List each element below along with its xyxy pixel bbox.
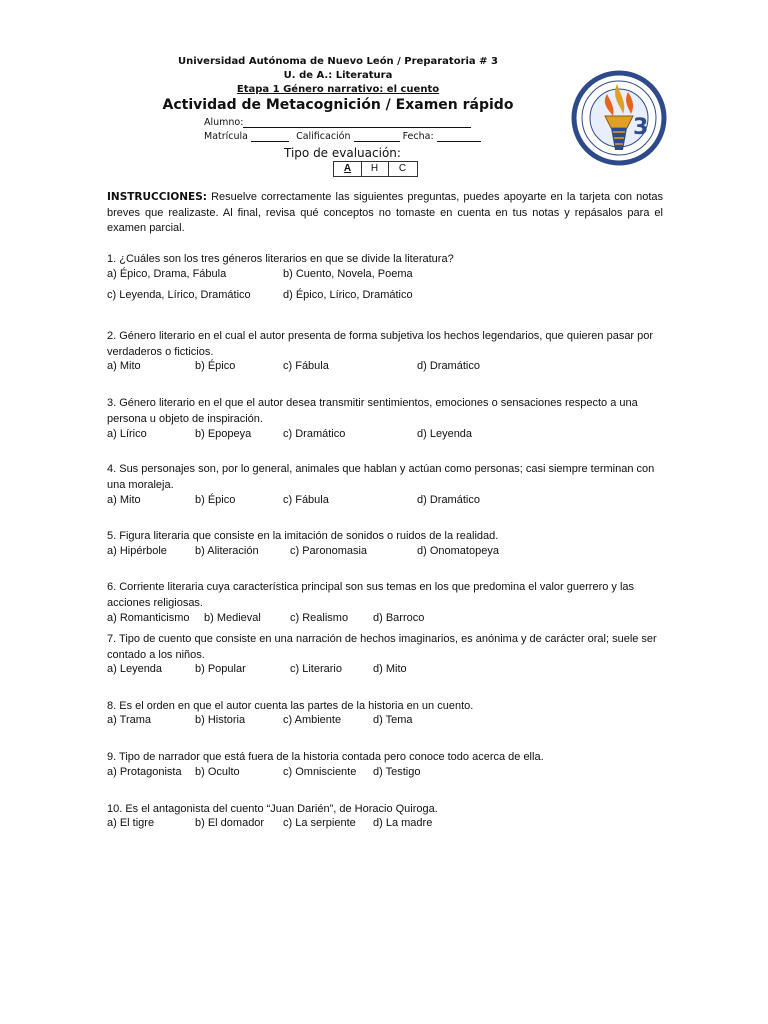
question-3-option-b: b) Epopeya [195, 428, 252, 440]
question-1-text: 1. ¿Cuáles son los tres géneros literarios en que se divide la literatura? [107, 253, 454, 265]
question-8-text: 8. Es el orden en que el autor cuenta las partes de la historia en un cuento. [107, 700, 474, 712]
matricula-line [251, 132, 289, 142]
tipo-option-c: C [388, 161, 418, 177]
question-4-text: 4. Sus personajes son, por lo general, animales que hablan y actúan como personas; casi siempre terminan con una moraleja. [107, 463, 655, 491]
calificacion-line [354, 132, 400, 142]
stage-title [150, 84, 526, 95]
question-6-option-a: a) Romanticismo [107, 612, 190, 624]
question-1-option-b: b) Cuento, Novela, Poema [283, 268, 413, 280]
question-9-text: 9. Tipo de narrador que está fuera de la historia contada pero conoce todo acerca de ella. [107, 751, 544, 763]
question-9-option-b: b) Oculto [195, 766, 240, 778]
university-title: Universidad Autónoma de Nuevo León / Preparatoria # 3 [178, 56, 498, 67]
tipo-option-a: A [333, 161, 362, 177]
question-5-option-d: d) Onomatopeya [417, 545, 499, 557]
question-7-option-a: a) Leyenda [107, 663, 163, 675]
question-5-text: 5. Figura literaria que consiste en la imitación de sonidos o ruidos de la realidad. [107, 530, 499, 542]
instructions-label: INSTRUCCIONES: [107, 191, 207, 203]
question-8-option-b: b) Historia [195, 714, 246, 726]
matricula-label: Matrícula [204, 131, 248, 142]
question-6-text: 6. Corriente literaria cuya característica principal son sus temas en los que predomina el valor guerrero y las acciones religiosas. [107, 581, 635, 609]
question-10-option-c: c) La serpiente [283, 817, 356, 829]
question-2-option-c: c) Fábula [283, 360, 329, 372]
instructions [107, 190, 663, 237]
meta-fields [204, 131, 481, 142]
question-8-option-a: a) Trama [107, 714, 152, 726]
question-8-option-c: c) Ambiente [283, 714, 342, 726]
question-3-option-a: a) Lírico [107, 428, 147, 440]
stage-text: Etapa 1 Género narrativo: el cuento [236, 84, 440, 95]
question-5-option-b: b) Aliteración [195, 545, 259, 557]
question-4-option-c: c) Fábula [283, 494, 329, 506]
question-10-text: 10. Es el antagonista del cuento “Juan Darién”, de Horacio Quiroga. [107, 803, 438, 815]
torch-emblem-icon [571, 70, 667, 166]
question-1-option-d: d) Épico, Lírico, Dramático [283, 289, 413, 301]
question-5-option-c: c) Paronomasia [290, 545, 368, 557]
question-3-option-c: c) Dramático [283, 428, 346, 440]
logo-number: 3 [633, 115, 649, 140]
question-2-text: 2. Género literario en el cual el autor presenta de forma subjetiva los hechos legendarios, que quieren pasar por verdaderos o ficticios. [107, 330, 654, 358]
question-9-option-a: a) Protagonista [107, 766, 182, 778]
question-10-option-a: a) El tigre [107, 817, 155, 829]
question-10-option-b: b) El domador [195, 817, 265, 829]
alumno-line [243, 118, 471, 128]
question-8-option-d: d) Tema [373, 714, 413, 726]
fecha-label: Fecha: [402, 131, 434, 142]
question-9-option-c: c) Omnisciente [283, 766, 357, 778]
instructions-text: Resuelve correctamente las siguientes preguntas, puedes apoyarte en la tarjeta con notas breves que realizaste. Al final, revisa qué conceptos no tomaste en cuenta en tus notas y repásalos para el examen parcial. [107, 191, 663, 234]
tipo-evaluacion-label: Tipo de evaluación: [284, 146, 401, 160]
unit-title: U. de A.: Literatura [283, 70, 393, 81]
question-10-option-d: d) La madre [373, 817, 433, 829]
question-4-option-a: a) Mito [107, 494, 141, 506]
question-6-option-d: d) Barroco [373, 612, 425, 624]
activity-title: Actividad de Metacognición / Examen rápido [162, 97, 514, 113]
question-5-option-a: a) Hipérbole [107, 545, 167, 557]
question-6-option-b: b) Medieval [204, 612, 261, 624]
question-9-option-d: d) Testigo [373, 766, 421, 778]
question-7-option-d: d) Mito [373, 663, 407, 675]
question-1-option-c: c) Leyenda, Lírico, Dramático [107, 289, 251, 301]
question-4-option-d: d) Dramático [417, 494, 480, 506]
tipo-option-h: H [361, 161, 389, 177]
alumno-field [204, 117, 471, 128]
question-4-option-b: b) Épico [195, 494, 236, 506]
question-6-option-c: c) Realismo [290, 612, 349, 624]
question-1-option-a: a) Épico, Drama, Fábula [107, 268, 227, 280]
question-3-text: 3. Género literario en el que el autor desea transmitir sentimientos, emociones o sensaciones respecto a una persona u objeto de inspiración. [107, 397, 638, 425]
question-2-option-d: d) Dramático [417, 360, 480, 372]
question-7-text: 7. Tipo de cuento que consiste en una narración de hechos imaginarios, es anónima y de carácter oral; suele ser contado a los niños. [107, 633, 657, 661]
alumno-label: Alumno: [204, 117, 244, 128]
uanl-prepa3-logo [571, 70, 667, 166]
question-2-option-b: b) Épico [195, 360, 236, 372]
question-2-option-a: a) Mito [107, 360, 141, 372]
question-3-option-d: d) Leyenda [417, 428, 473, 440]
fecha-line [437, 132, 481, 142]
question-7-option-c: c) Literario [290, 663, 342, 675]
question-7-option-b: b) Popular [195, 663, 246, 675]
calificacion-label: Calificación [296, 131, 351, 142]
